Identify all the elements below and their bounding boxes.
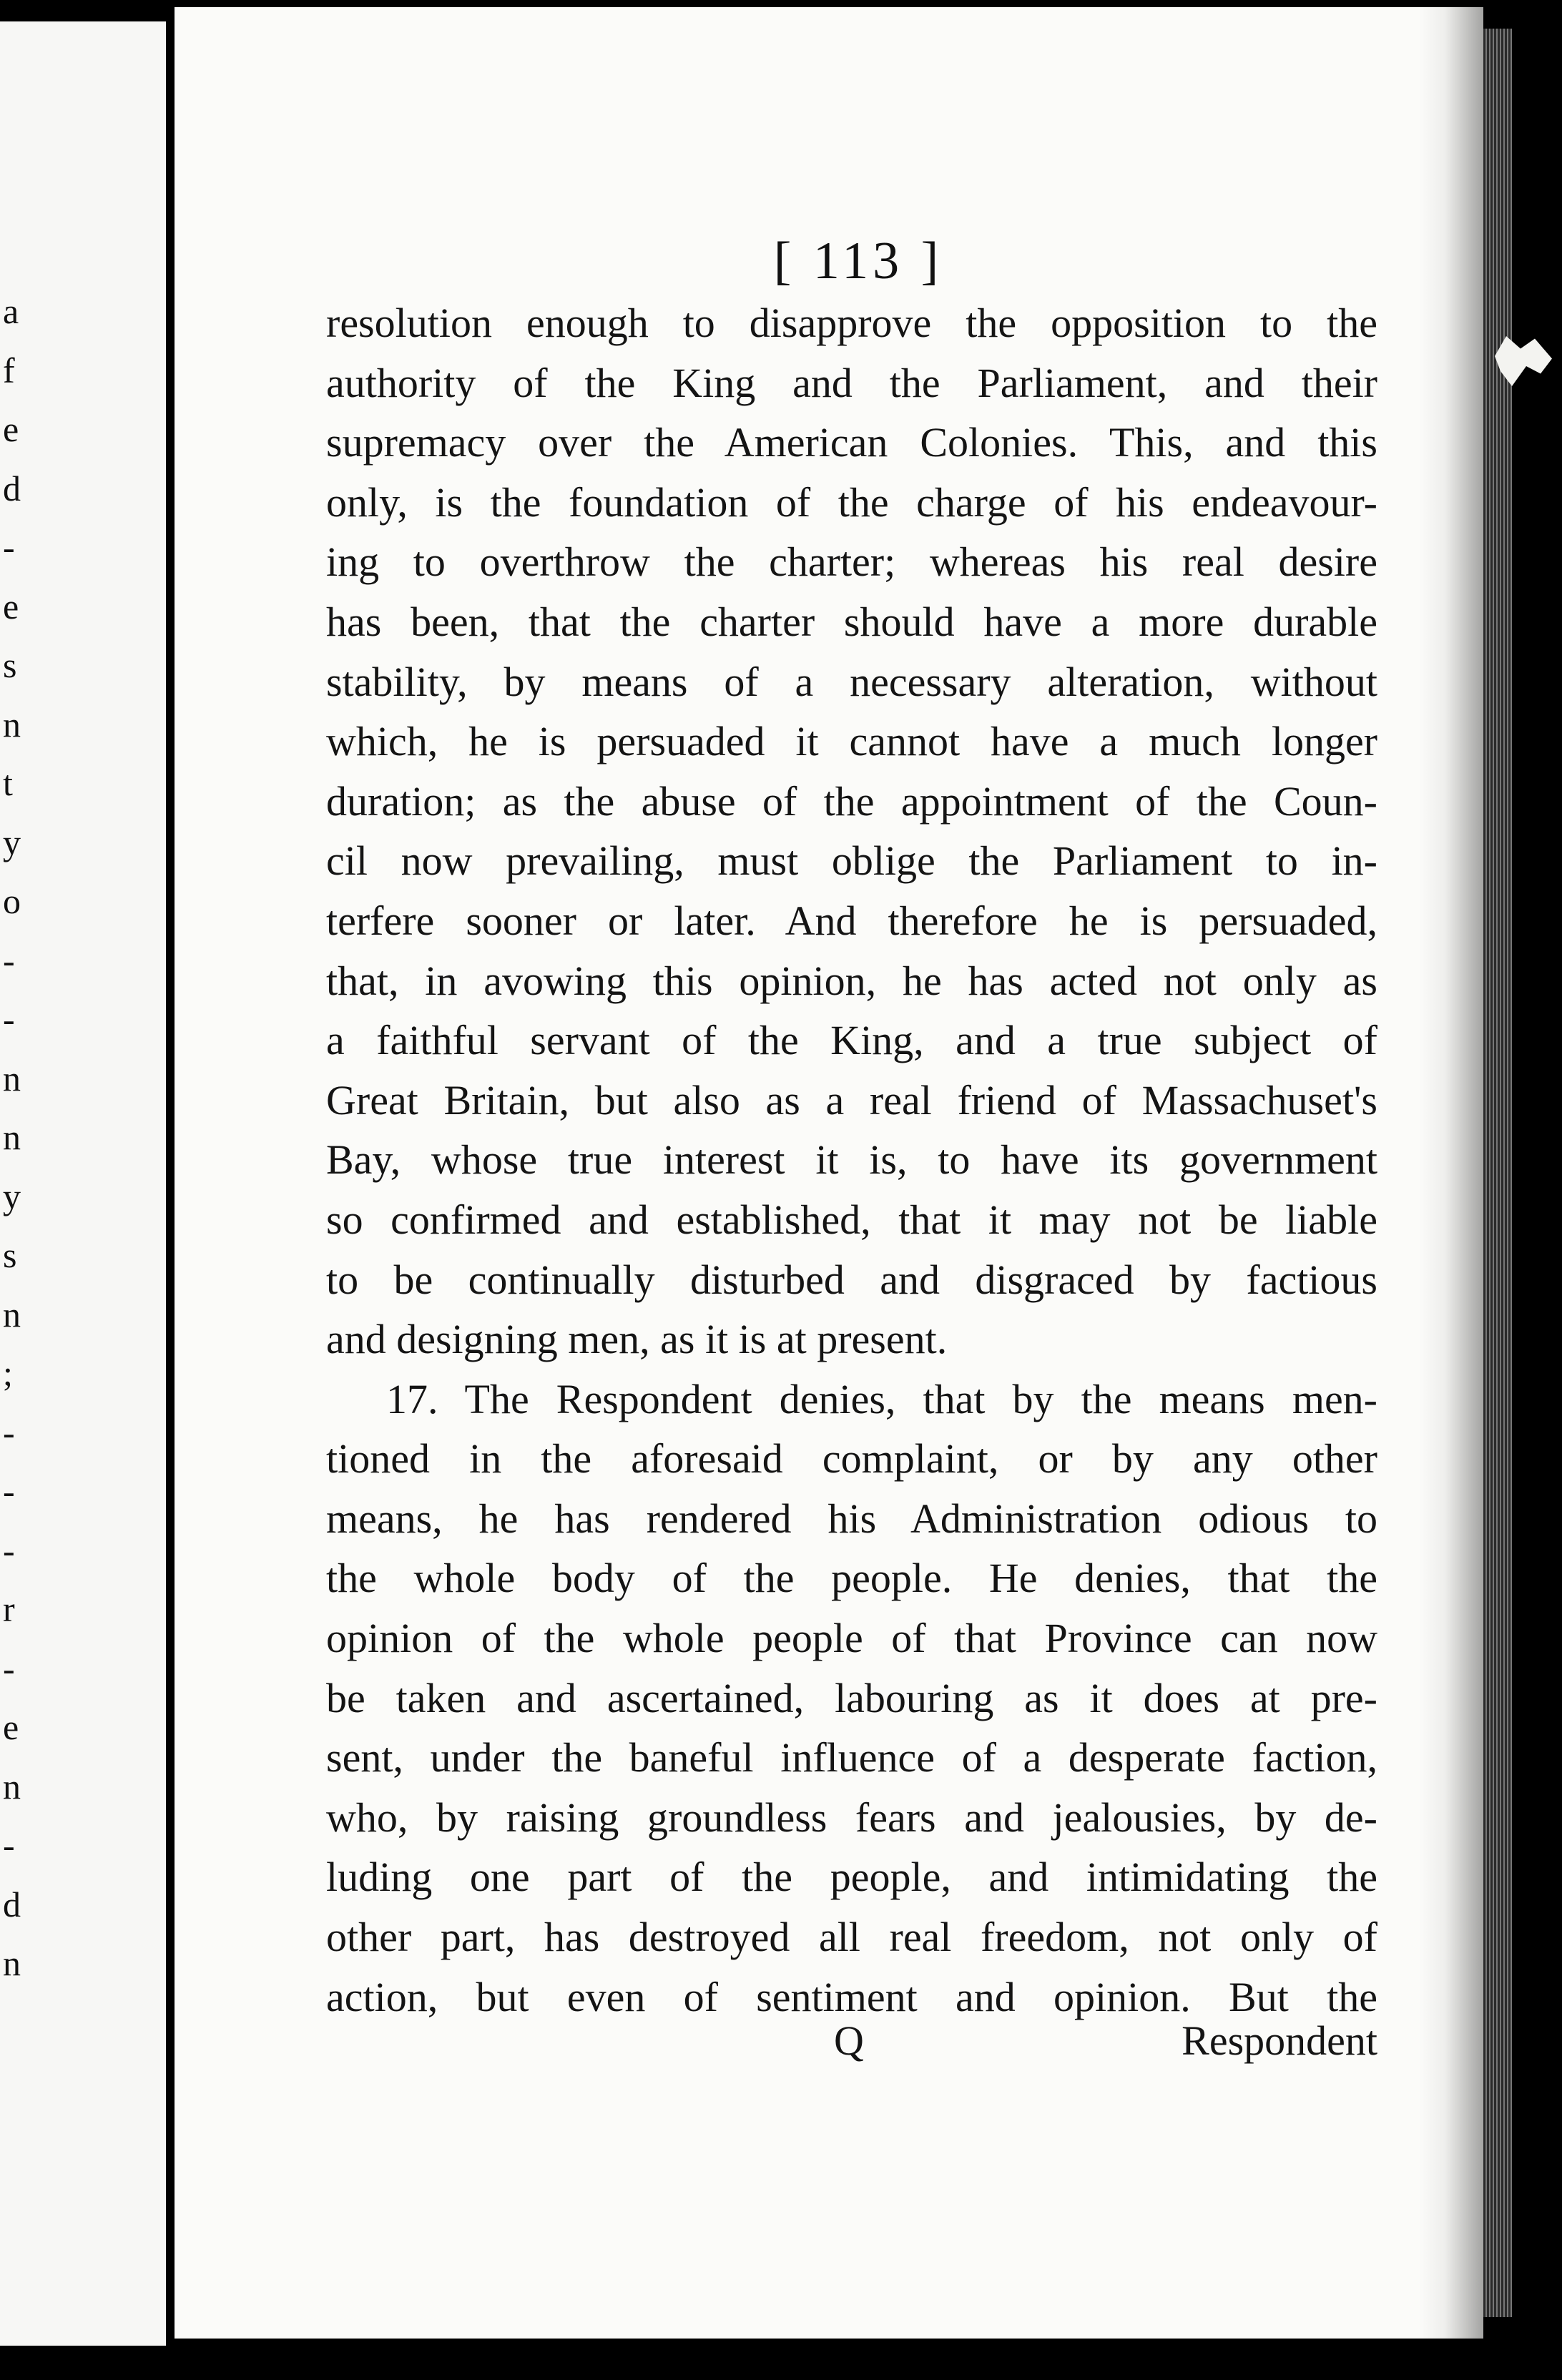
facing-page-edge-char: a [3, 291, 19, 331]
facing-page-edge-char: r [3, 1589, 15, 1629]
text-line: resolution enough to disapprove the opposition to the [326, 300, 1377, 346]
text-line: sent, under the baneful influence of a desperate faction, [326, 1734, 1377, 1781]
text-line: Great Britain, but also as a real friend of Massachuset's [326, 1076, 1377, 1123]
facing-page-edge-char: e [3, 1707, 19, 1747]
page-shadow [1419, 7, 1483, 2339]
facing-page-edge-char: n [3, 1117, 21, 1157]
text-line: action, but even of sentiment and opinion. But the [326, 1973, 1377, 2020]
text-line: ing to overthrow the charter; whereas his real desire [326, 539, 1377, 586]
facing-page-edge-char: - [3, 1471, 15, 1511]
page-number: [ 113 ] [773, 232, 943, 290]
text-line: Bay, whose true interest it is, to have its government [326, 1136, 1377, 1184]
text-line: has been, that the charter should have a more durable [326, 598, 1377, 645]
catchword: Respondent [1182, 2017, 1377, 2064]
facing-page-edge-char: n [3, 1294, 21, 1334]
text-line: authority of the King and the Parliament, and their [326, 359, 1377, 406]
text-line: opinion of the whole people of that Province can now [326, 1615, 1377, 1662]
text-line: to be continually disturbed and disgraced by factious [326, 1256, 1377, 1303]
body-text [326, 293, 1377, 2027]
facing-page-edge-char: e [3, 586, 19, 626]
facing-page-edge-char: y [3, 822, 21, 862]
facing-page-edge-char: - [3, 1412, 15, 1452]
page-footer [326, 2017, 1377, 2081]
text-line: which, he is persuaded it cannot have a much longer [326, 718, 1377, 765]
facing-page-edge-char: e [3, 409, 19, 449]
facing-page-edge-text [0, 21, 29, 2346]
text-line: tioned in the aforesaid complaint, or by any other [326, 1435, 1377, 1482]
text-line: duration; as the abuse of the appointment of the Coun- [326, 777, 1377, 825]
text-line: who, by raising groundless fears and jealousies, by de- [326, 1794, 1377, 1841]
facing-page-edge-char: - [3, 527, 15, 567]
facing-page-edge-char: - [3, 1648, 15, 1688]
facing-page-edge-char: - [3, 999, 15, 1039]
facing-page-edge-char: y [3, 1176, 21, 1216]
facing-page-edge-char: - [3, 940, 15, 980]
facing-page-edge-char: n [3, 1058, 21, 1098]
facing-page-edge-char: s [3, 645, 17, 685]
text-line: stability, by means of a necessary alteration, without [326, 658, 1377, 705]
text-line: that, in avowing this opinion, he has acted not only as [326, 957, 1377, 1004]
text-line: the whole body of the people. He denies, that the [326, 1555, 1377, 1602]
facing-page-edge-char: n [3, 1943, 21, 1983]
text-line: so confirmed and established, that it may not be liable [326, 1196, 1377, 1243]
facing-page [0, 21, 166, 2346]
text-line: be taken and ascertained, labouring as it does at pre- [326, 1674, 1377, 1721]
facing-page-edge-char: o [3, 881, 21, 921]
facing-page-edge-char: - [3, 1825, 15, 1865]
text-line: a faithful servant of the King, and a true subject of [326, 1017, 1377, 1064]
facing-page-edge-char: f [3, 350, 15, 390]
facing-page-edge-char: n [3, 1766, 21, 1806]
facing-page-edge-char: t [3, 763, 13, 803]
text-line: and designing men, as it is at present. [326, 1316, 948, 1363]
paragraph-start-line: 17. The Respondent denies, that by the means men- [386, 1375, 1377, 1422]
facing-page-edge-char: s [3, 1235, 17, 1275]
text-line: only, is the foundation of the charge of his endeavour- [326, 478, 1377, 526]
text-line: other part, has destroyed all real freedom, not only of [326, 1914, 1377, 1961]
text-line: means, he has rendered his Administration odious to [326, 1495, 1377, 1542]
text-line: supremacy over the American Colonies. This, and this [326, 419, 1377, 466]
facing-page-edge-char: ; [3, 1353, 13, 1393]
text-line: luding one part of the people, and intimidating the [326, 1854, 1377, 1901]
signature-mark: Q [834, 2017, 864, 2064]
text-line: terfere sooner or later. And therefore he is persuaded, [326, 897, 1377, 944]
facing-page-edge-char: d [3, 468, 21, 508]
facing-page-edge-char: d [3, 1884, 21, 1924]
text-line: cil now prevailing, must oblige the Parliament to in- [326, 837, 1377, 885]
facing-page-edge-char: n [3, 704, 21, 744]
facing-page-edge-char: - [3, 1530, 15, 1570]
